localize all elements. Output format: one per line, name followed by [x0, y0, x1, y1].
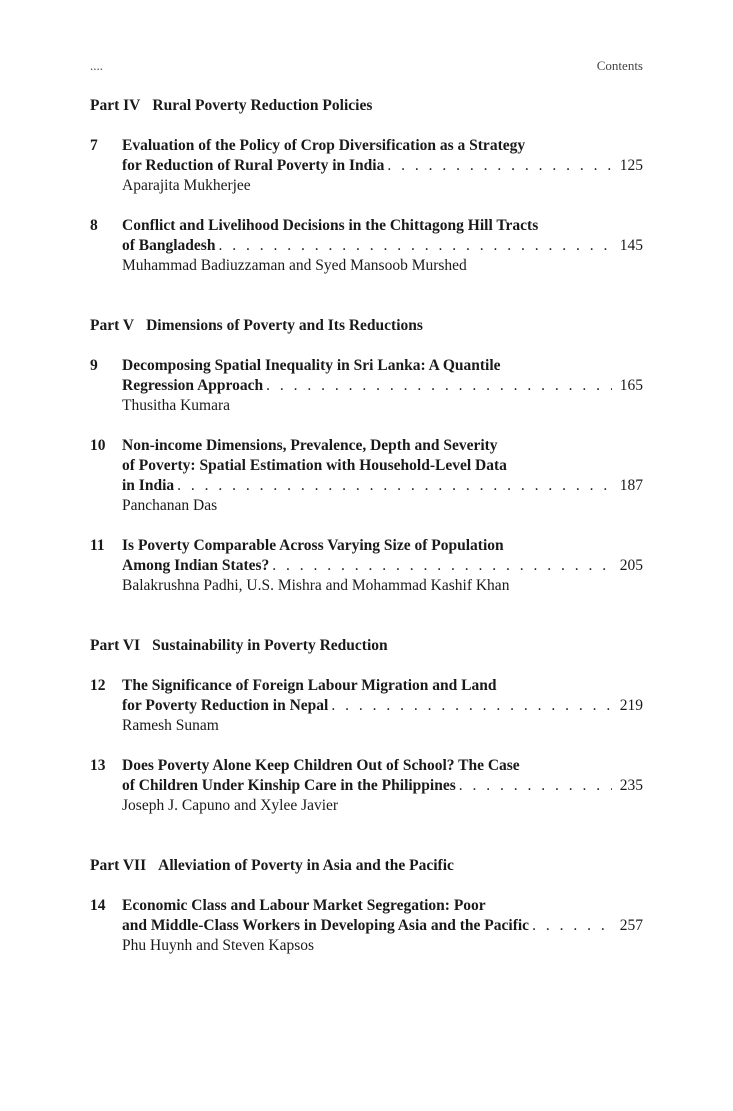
chapter-number: 8	[90, 217, 98, 234]
chapter-title: for Poverty Reduction in Nepal	[122, 697, 329, 714]
part-heading	[90, 316, 643, 336]
part-title: Alleviation of Poverty in Asia and the Pacific	[158, 857, 454, 874]
part-number: Part V	[90, 317, 135, 334]
dot-leader	[532, 916, 612, 936]
chapter-title: Non-income Dimensions, Prevalence, Depth and Severity	[122, 437, 498, 454]
chapter-number: 11	[90, 537, 105, 554]
chapter-number: 9	[90, 357, 98, 374]
table-of-contents	[90, 96, 643, 956]
chapter-authors: Joseph J. Capuno and Xylee Javier	[122, 797, 339, 814]
chapter-authors: Aparajita Mukherjee	[122, 177, 251, 194]
chapter-title: Economic Class and Labour Market Segregation: Poor	[122, 897, 486, 914]
chapter-title: Among Indian States?	[122, 557, 270, 574]
page-number: 219	[619, 697, 643, 714]
page-folio: ....	[90, 58, 103, 73]
part-number: Part IV	[90, 97, 141, 114]
dot-leader	[218, 236, 611, 256]
chapter-authors: Balakrushna Padhi, U.S. Mishra and Mohammad Kashif Khan	[122, 577, 510, 594]
chapter-number: 10	[90, 437, 106, 454]
chapter-title: of Poverty: Spatial Estimation with Household-Level Data	[122, 457, 507, 474]
chapter-title: Conflict and Livelihood Decisions in the Chittagong Hill Tracts	[122, 217, 539, 234]
chapter-authors: Ramesh Sunam	[122, 717, 219, 734]
page-number: 235	[619, 777, 643, 794]
page-number: 205	[619, 557, 643, 574]
page-header	[90, 58, 643, 78]
page-number: 187	[619, 477, 643, 494]
chapter-title: for Reduction of Rural Poverty in India	[122, 157, 385, 174]
toc-entry[interactable]	[90, 756, 643, 816]
toc-entry[interactable]	[90, 136, 643, 196]
toc-entry[interactable]	[90, 896, 643, 956]
chapter-authors: Muhammad Badiuzzaman and Syed Mansoob Murshed	[122, 257, 467, 274]
part-heading	[90, 636, 643, 656]
chapter-title: Evaluation of the Policy of Crop Diversification as a Strategy	[122, 137, 526, 154]
part-title: Sustainability in Poverty Reduction	[152, 637, 388, 654]
part-title: Rural Poverty Reduction Policies	[152, 97, 373, 114]
chapter-number: 14	[90, 897, 106, 914]
chapter-title: Is Poverty Comparable Across Varying Size of Population	[122, 537, 504, 554]
chapter-title: in India	[122, 477, 175, 494]
chapter-authors: Panchanan Das	[122, 497, 218, 514]
chapter-title: The Significance of Foreign Labour Migration and Land	[122, 677, 497, 694]
chapter-authors: Phu Huynh and Steven Kapsos	[122, 937, 315, 954]
part-number: Part VII	[90, 857, 147, 874]
chapter-title: and Middle-Class Workers in Developing Asia and the Pacific	[122, 917, 530, 934]
chapter-title: Regression Approach	[122, 377, 264, 394]
toc-entry[interactable]	[90, 436, 643, 516]
chapter-title: of Bangladesh	[122, 237, 216, 254]
page-number: 125	[619, 157, 643, 174]
dot-leader	[272, 556, 611, 576]
chapter-number: 12	[90, 677, 106, 694]
chapter-authors: Thusitha Kumara	[122, 397, 231, 414]
running-head: Contents	[596, 58, 643, 73]
chapter-title: Does Poverty Alone Keep Children Out of School? The Case	[122, 757, 520, 774]
chapter-title: of Children Under Kinship Care in the Philippines	[122, 777, 456, 794]
chapter-title: Decomposing Spatial Inequality in Sri Lanka: A Quantile	[122, 357, 501, 374]
dot-leader	[387, 156, 611, 176]
page-number: 165	[619, 377, 643, 394]
part-heading	[90, 856, 643, 876]
dot-leader	[331, 696, 611, 716]
dot-leader	[266, 376, 612, 396]
toc-entry[interactable]	[90, 356, 643, 416]
toc-entry[interactable]	[90, 536, 643, 596]
toc-entry[interactable]	[90, 676, 643, 736]
chapter-number: 13	[90, 757, 106, 774]
toc-entry[interactable]	[90, 216, 643, 276]
part-title: Dimensions of Poverty and Its Reductions	[146, 317, 423, 334]
page-number: 145	[619, 237, 643, 254]
dot-leader	[459, 776, 612, 796]
page-number: 257	[619, 917, 643, 934]
part-heading	[90, 96, 643, 116]
chapter-number: 7	[90, 137, 98, 154]
dot-leader	[177, 476, 612, 496]
part-number: Part VI	[90, 637, 141, 654]
